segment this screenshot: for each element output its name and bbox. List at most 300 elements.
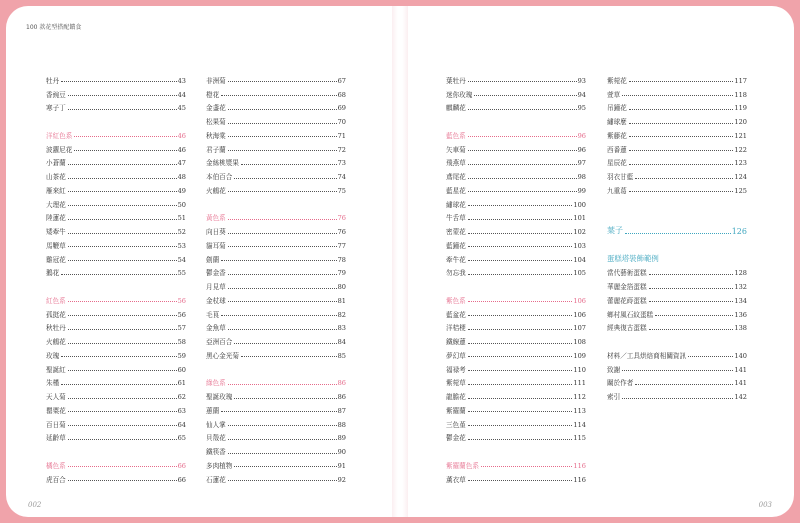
toc-page-number: 132 xyxy=(734,283,747,291)
toc-entry xyxy=(607,154,747,168)
page-gutter xyxy=(392,6,408,517)
toc-page-number: 69 xyxy=(337,104,346,113)
toc-leader-dots xyxy=(468,205,573,206)
toc-leader-dots xyxy=(468,178,577,179)
toc-leader-dots xyxy=(468,411,573,412)
toc-entry xyxy=(446,236,586,250)
toc-leader-dots xyxy=(68,191,177,192)
toc-leader-dots xyxy=(228,191,337,192)
toc-page-number: 46 xyxy=(177,131,186,140)
toc-leader-dots xyxy=(228,301,337,302)
toc-page-number: 96 xyxy=(577,145,586,154)
toc-entry-title: 朱槿 xyxy=(46,379,60,388)
toc-page-number: 92 xyxy=(337,475,346,484)
toc-page-number: 78 xyxy=(337,255,346,264)
toc-leader-dots xyxy=(228,384,337,385)
toc-leader-dots xyxy=(68,95,177,96)
toc-entry xyxy=(206,236,346,250)
toc-entry-title: 毛茛 xyxy=(206,310,220,319)
toc-entry xyxy=(607,71,747,85)
toc-entry-title: 龍膽花 xyxy=(446,393,466,401)
toc-spacer xyxy=(607,332,747,346)
toc-entry xyxy=(46,99,186,113)
toc-page-number: 116 xyxy=(573,461,586,470)
toc-page-number: 86 xyxy=(337,393,346,401)
toc-section-heading xyxy=(607,250,747,264)
toc-entry-title: 亞洲百合 xyxy=(206,338,233,346)
toc-page-number: 94 xyxy=(577,90,586,99)
toc-entry-title: 聖誕玫瑰 xyxy=(206,393,233,401)
toc-spacer xyxy=(46,442,186,456)
toc-page-number: 141 xyxy=(734,379,747,388)
toc-page-number: 113 xyxy=(573,406,586,415)
toc-leader-dots xyxy=(468,164,577,165)
toc-entry xyxy=(206,415,346,429)
toc-page-number: 95 xyxy=(577,104,586,113)
toc-page-number: 61 xyxy=(177,379,186,388)
toc-leader-dots xyxy=(629,164,734,165)
toc-leader-dots xyxy=(629,109,734,110)
toc-entry-title: 三色堇 xyxy=(446,420,466,429)
toc-page-number: 81 xyxy=(337,296,346,305)
toc-leader-dots xyxy=(234,466,336,467)
toc-category-heading xyxy=(206,374,346,388)
toc-entry xyxy=(607,99,747,113)
toc-entry-title: 火鶴花 xyxy=(46,338,66,346)
toc-entry xyxy=(607,85,747,99)
toc-entry-title: 多肉植物 xyxy=(206,461,233,470)
toc-page-number: 50 xyxy=(177,200,186,209)
toc-entry xyxy=(607,126,747,140)
toc-entry xyxy=(46,236,186,250)
toc-leader-dots xyxy=(68,466,177,467)
toc-leader-dots xyxy=(68,233,177,234)
toc-page-number: 110 xyxy=(573,365,586,374)
toc-leader-dots xyxy=(468,219,573,220)
toc-leader-dots xyxy=(61,81,176,82)
toc-entry-title: 華麗金箔蛋糕 xyxy=(607,283,647,291)
toc-leader-dots xyxy=(68,398,177,399)
toc-entry xyxy=(607,305,747,319)
toc-page-number: 117 xyxy=(734,76,747,85)
toc-page-number: 67 xyxy=(337,76,346,85)
toc-entry-title: 薰衣草 xyxy=(446,475,466,484)
toc-page-number: 76 xyxy=(337,228,346,236)
toc-page-number: 83 xyxy=(337,324,346,333)
toc-page-number: 57 xyxy=(177,324,186,333)
toc-page-number: 107 xyxy=(573,324,586,333)
toc-leader-dots xyxy=(74,136,176,137)
toc-leader-dots xyxy=(474,95,576,96)
toc-entry xyxy=(607,140,747,154)
toc-entry-title: 藍盆花 xyxy=(446,310,466,319)
toc-entry xyxy=(206,71,346,85)
toc-leader-dots xyxy=(622,370,733,371)
toc-leader-dots xyxy=(221,411,336,412)
toc-leader-dots xyxy=(234,343,336,344)
toc-entry xyxy=(607,112,747,126)
toc-page-number: 45 xyxy=(177,104,186,113)
toc-leader-dots xyxy=(241,164,337,165)
toc-page-number: 47 xyxy=(177,159,186,168)
toc-entry-title: 當代藝術蛋糕 xyxy=(607,269,647,278)
toc-page-number: 120 xyxy=(734,118,747,126)
toc-page-number: 68 xyxy=(337,90,346,99)
toc-page-number: 138 xyxy=(734,324,747,333)
toc-leader-dots xyxy=(68,425,177,426)
toc-entry xyxy=(446,401,586,415)
toc-entry xyxy=(206,140,346,154)
toc-entry xyxy=(46,346,186,360)
toc-entry xyxy=(46,209,186,223)
toc-leader-dots xyxy=(649,329,734,330)
toc-leader-dots xyxy=(629,150,734,151)
toc-category-heading xyxy=(206,209,346,223)
toc-entry xyxy=(206,305,346,319)
toc-entry xyxy=(206,181,346,195)
toc-entry xyxy=(446,319,586,333)
toc-entry-title: 致謝 xyxy=(607,365,621,374)
toc-leader-dots xyxy=(234,178,336,179)
toc-page-number: 62 xyxy=(177,393,186,401)
toc-leader-dots xyxy=(228,219,337,220)
toc-leader-dots xyxy=(68,301,177,302)
toc-leader-dots xyxy=(635,384,733,385)
toc-page-number: 103 xyxy=(573,241,586,250)
toc-entry xyxy=(206,332,346,346)
toc-entry xyxy=(206,277,346,291)
toc-entry-title: 紫色系 xyxy=(446,296,466,305)
toc-entry xyxy=(46,250,186,264)
toc-leader-dots xyxy=(74,150,176,151)
toc-entry xyxy=(446,140,586,154)
toc-leader-dots xyxy=(649,288,734,289)
toc-entry-title: 福禄考 xyxy=(446,365,466,374)
toc-entry xyxy=(46,181,186,195)
toc-entry-title: 鐵線蓮 xyxy=(446,338,466,346)
toc-entry-title: 橙花 xyxy=(206,90,220,99)
toc-entry-title: 秋海棠 xyxy=(206,131,226,140)
toc-entry xyxy=(206,112,346,126)
toc-page-number: 122 xyxy=(734,145,747,154)
toc-entry xyxy=(46,305,186,319)
toc-page-number: 43 xyxy=(177,76,186,85)
toc-page-number: 142 xyxy=(734,393,747,401)
toc-column-4 xyxy=(607,71,747,401)
toc-page-number: 106 xyxy=(573,296,586,305)
toc-entry xyxy=(206,387,346,401)
toc-page-number: 114 xyxy=(573,420,586,429)
toc-entry xyxy=(607,222,747,236)
toc-page-number: 126 xyxy=(731,227,747,236)
toc-entry-title: 金盞花 xyxy=(206,104,226,113)
toc-leader-dots xyxy=(68,315,177,316)
toc-entry-title: 藍星花 xyxy=(446,186,466,195)
toc-page-number: 85 xyxy=(337,351,346,360)
toc-leader-dots xyxy=(228,123,337,124)
toc-entry-title: 山茶花 xyxy=(46,173,66,181)
toc-leader-dots xyxy=(655,315,733,316)
toc-entry-title: 橘色系 xyxy=(46,461,66,470)
toc-entry xyxy=(46,387,186,401)
toc-page-number: 136 xyxy=(734,310,747,319)
toc-page-number: 124 xyxy=(734,173,747,181)
toc-entry-title: 紫羅蘭 xyxy=(446,406,466,415)
toc-page-number: 128 xyxy=(734,269,747,278)
toc-entry-title: 天人菊 xyxy=(46,393,66,401)
toc-leader-dots xyxy=(68,260,177,261)
toc-entry xyxy=(46,85,186,99)
toc-entry xyxy=(607,181,747,195)
toc-entry xyxy=(46,140,186,154)
toc-entry-title: 飛燕草 xyxy=(446,159,466,168)
toc-entry-title: 非洲菊 xyxy=(206,76,226,85)
toc-entry-title: 勿忘我 xyxy=(446,269,466,278)
toc-entry xyxy=(607,346,747,360)
toc-entry xyxy=(446,305,586,319)
toc-entry-title: 月見草 xyxy=(206,283,226,291)
toc-page-number: 56 xyxy=(177,310,186,319)
toc-entry-title: 蛋糕塔裝飾範例 xyxy=(607,253,659,263)
toc-leader-dots xyxy=(468,370,573,371)
toc-entry-title: 葉子 xyxy=(607,226,623,235)
toc-page-number: 118 xyxy=(734,90,747,99)
toc-page-number: 82 xyxy=(337,310,346,319)
toc-entry xyxy=(206,264,346,278)
toc-leader-dots xyxy=(61,356,176,357)
toc-leader-dots xyxy=(688,356,733,357)
toc-leader-dots xyxy=(228,81,337,82)
toc-page-number: 49 xyxy=(177,186,186,195)
toc-category-heading xyxy=(446,126,586,140)
toc-page-number: 74 xyxy=(337,173,346,181)
toc-entry xyxy=(46,319,186,333)
toc-entry-title: 洋桔梗 xyxy=(446,324,466,333)
toc-entry-title: 黑心金光菊 xyxy=(206,351,239,360)
toc-leader-dots xyxy=(228,246,337,247)
toc-spacer xyxy=(607,195,747,209)
toc-entry-title: 星辰花 xyxy=(607,159,627,168)
toc-entry-title: 矮牽牛 xyxy=(46,228,66,236)
toc-entry-title: 牽牛花 xyxy=(446,255,466,264)
toc-leader-dots xyxy=(228,480,337,481)
toc-leader-dots xyxy=(228,233,337,234)
toc-entry-title: 夢幻草 xyxy=(446,351,466,360)
toc-page-number: 96 xyxy=(577,131,586,140)
toc-leader-dots xyxy=(468,274,573,275)
toc-entry xyxy=(46,332,186,346)
toc-page-number: 123 xyxy=(734,159,747,168)
toc-spacer xyxy=(46,277,186,291)
toc-page-number: 134 xyxy=(734,296,747,305)
toc-entry-title: 火鶴花 xyxy=(206,186,226,195)
toc-entry-title: 石蓮花 xyxy=(206,475,226,484)
toc-leader-dots xyxy=(629,136,734,137)
toc-entry-title: 羽衣甘藍 xyxy=(607,173,634,181)
toc-leader-dots xyxy=(228,453,337,454)
toc-leader-dots xyxy=(468,329,573,330)
toc-leader-dots xyxy=(468,136,577,137)
toc-entry-title: 鵝花 xyxy=(46,269,60,278)
toc-leader-dots xyxy=(228,150,337,151)
toc-page-number: 60 xyxy=(177,365,186,374)
toc-page-number: 116 xyxy=(573,475,586,484)
toc-leader-dots xyxy=(228,439,337,440)
toc-entry xyxy=(446,360,586,374)
toc-entry xyxy=(46,71,186,85)
toc-leader-dots xyxy=(68,411,177,412)
toc-page-number: 51 xyxy=(177,214,186,223)
toc-entry xyxy=(607,264,747,278)
toc-leader-dots xyxy=(468,439,573,440)
toc-leader-dots xyxy=(68,439,177,440)
toc-entry-title: 香豌豆 xyxy=(46,90,66,99)
toc-entry-title: 矢車菊 xyxy=(446,145,466,154)
toc-entry xyxy=(607,374,747,388)
toc-page-number: 93 xyxy=(577,76,586,85)
toc-entry-title: 鳶尾花 xyxy=(446,173,466,181)
toc-page-number: 91 xyxy=(337,461,346,470)
toc-leader-dots xyxy=(68,219,177,220)
toc-leader-dots xyxy=(228,109,337,110)
toc-entry-title: 紫菀草 xyxy=(446,379,466,388)
toc-entry-title: 索引 xyxy=(607,393,621,401)
toc-entry-title: 藍鐘花 xyxy=(446,241,466,250)
toc-entry-title: 延齡草 xyxy=(46,434,66,443)
toc-entry-title: 百日菊 xyxy=(46,420,66,429)
running-head: 100 款花型搭配饋食 xyxy=(26,24,82,31)
toc-entry-title: 劍蘭 xyxy=(206,255,220,264)
toc-leader-dots xyxy=(228,136,337,137)
toc-entry-title: 西番蓮 xyxy=(607,145,627,154)
toc-leader-dots xyxy=(481,466,572,467)
toc-entry xyxy=(607,277,747,291)
toc-entry-title: 紫藤花 xyxy=(607,131,627,140)
toc-leader-dots xyxy=(68,246,177,247)
toc-category-heading xyxy=(46,456,186,470)
toc-entry-title: 金杖球 xyxy=(206,296,226,305)
toc-entry-title: 罌粟花 xyxy=(46,406,66,415)
toc-page-number: 90 xyxy=(337,448,346,456)
toc-page-number: 44 xyxy=(177,90,186,99)
toc-entry xyxy=(46,154,186,168)
toc-leader-dots xyxy=(68,109,177,110)
toc-entry-title: 九重葛 xyxy=(607,186,627,195)
toc-leader-dots xyxy=(468,246,573,247)
toc-page-number: 55 xyxy=(177,269,186,278)
toc-leader-dots xyxy=(468,81,577,82)
toc-column-1 xyxy=(46,71,186,484)
toc-entry xyxy=(446,222,586,236)
toc-page-number: 63 xyxy=(177,406,186,415)
toc-page-number: 84 xyxy=(337,338,346,346)
toc-entry xyxy=(46,470,186,484)
toc-spacer xyxy=(206,195,346,209)
toc-entry-title: 向日葵 xyxy=(206,228,226,236)
toc-entry xyxy=(46,429,186,443)
toc-entry-title: 玫瑰 xyxy=(46,351,60,360)
toc-entry-title: 君子蘭 xyxy=(206,145,226,154)
toc-entry xyxy=(446,167,586,181)
toc-page-number: 72 xyxy=(337,145,346,154)
toc-page-number: 79 xyxy=(337,269,346,278)
toc-entry-title: 材料／工具烘焙商相關資訊 xyxy=(607,351,687,360)
toc-leader-dots xyxy=(468,150,577,151)
toc-entry xyxy=(607,167,747,181)
toc-entry-title: 本伯百合 xyxy=(206,173,233,181)
toc-entry-title: 波蘿尼花 xyxy=(46,145,73,154)
toc-leader-dots xyxy=(649,301,734,302)
toc-spacer xyxy=(46,112,186,126)
toc-entry-title: 小蒼蘭 xyxy=(46,159,66,168)
toc-spacer xyxy=(206,360,346,374)
toc-spacer xyxy=(446,277,586,291)
toc-page-number: 56 xyxy=(177,296,186,305)
toc-entry-title: 寒子丁 xyxy=(46,104,66,113)
toc-entry xyxy=(206,250,346,264)
toc-entry xyxy=(446,195,586,209)
toc-page-number: 86 xyxy=(337,379,346,388)
toc-page-number: 100 xyxy=(573,200,586,209)
toc-entry-title: 虎百合 xyxy=(46,475,66,484)
toc-entry xyxy=(206,319,346,333)
toc-leader-dots xyxy=(629,81,734,82)
toc-page-number: 101 xyxy=(573,214,586,223)
toc-page-number: 53 xyxy=(177,241,186,250)
toc-entry-title: 聖誕紅 xyxy=(46,365,66,374)
toc-page-number: 71 xyxy=(337,131,346,140)
toc-page-number: 102 xyxy=(573,228,586,236)
toc-entry-title: 迷你玫瑰 xyxy=(446,90,473,99)
toc-entry xyxy=(206,346,346,360)
toc-page-number: 77 xyxy=(337,241,346,250)
toc-page-number: 104 xyxy=(573,255,586,264)
toc-entry-title: 牡丹 xyxy=(46,76,60,85)
toc-leader-dots xyxy=(625,233,731,234)
toc-entry-title: 秋牡丹 xyxy=(46,324,66,333)
toc-entry xyxy=(206,99,346,113)
toc-entry-title: 吊鐘花 xyxy=(607,104,627,113)
toc-page-number: 99 xyxy=(577,186,586,195)
toc-entry xyxy=(446,429,586,443)
toc-leader-dots xyxy=(221,95,336,96)
toc-entry-title: 黃色系 xyxy=(206,214,226,223)
toc-entry xyxy=(206,126,346,140)
toc-entry-title: 金絲桃漿果 xyxy=(206,159,239,168)
toc-entry-title: 密蒙花 xyxy=(446,228,466,236)
toc-page-number: 98 xyxy=(577,173,586,181)
toc-page-number: 48 xyxy=(177,173,186,181)
toc-page-number: 70 xyxy=(337,118,346,126)
toc-entry-title: 蕾麗花蒔蛋糕 xyxy=(607,296,647,305)
toc-entry-title: 雞冠花 xyxy=(46,255,66,264)
toc-entry-title: 鬱金香 xyxy=(206,269,226,278)
toc-leader-dots xyxy=(649,274,734,275)
toc-leader-dots xyxy=(241,356,337,357)
toc-page-number: 59 xyxy=(177,351,186,360)
toc-column-2 xyxy=(206,71,346,484)
toc-entry-title: 雁來紅 xyxy=(46,186,66,195)
toc-leader-dots xyxy=(468,384,573,385)
toc-leader-dots xyxy=(468,109,577,110)
toc-leader-dots xyxy=(68,178,177,179)
toc-entry xyxy=(446,209,586,223)
toc-page-number: 141 xyxy=(734,365,747,374)
toc-entry xyxy=(206,85,346,99)
toc-entry xyxy=(446,264,586,278)
toc-entry-title: 大理花 xyxy=(46,200,66,209)
toc-entry-title: 紫菀花 xyxy=(607,76,627,85)
